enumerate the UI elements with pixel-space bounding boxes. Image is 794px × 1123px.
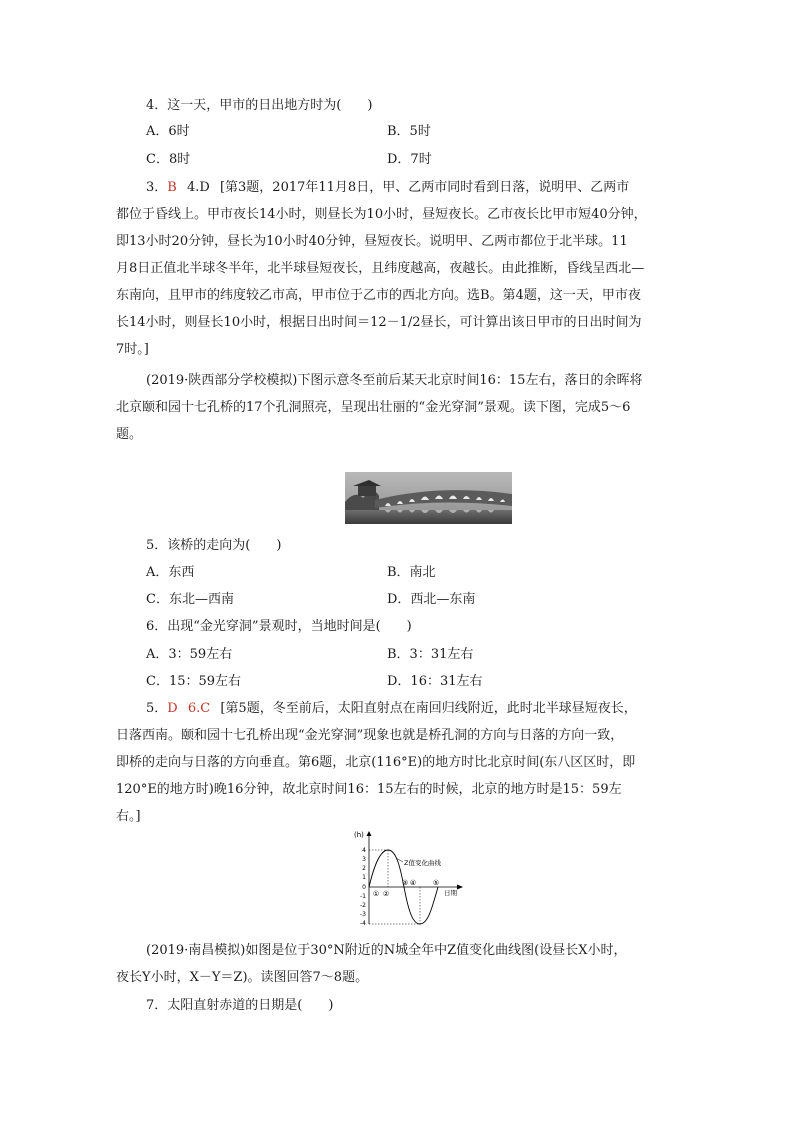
y-tick-labels [360,847,366,927]
q5-option-b: B．南北 [387,565,436,580]
q5-option-a: A．东西 [146,565,195,580]
q6-option-c: C．15：59左右 [146,674,242,689]
q4-option-d: D．7时 [387,152,432,167]
point-3: ③ [401,879,409,887]
point-4: ④ [409,879,417,887]
bridge-photo [345,472,512,524]
answer-3-4-text-1: [第3题，2017年11月8日，甲、乙两市同时看到日落，说明甲、乙两市 [219,180,630,195]
answer-5-prefix: 5． [146,701,168,716]
intro-5-6-line-2: 北京颐和园十七孔桥的17个孔洞照亮，呈现出壮丽的“金光穿洞”景观。读下图，完成5～6 [116,400,631,415]
y-tick: -4 [360,920,366,927]
y-tick: 4 [362,847,366,854]
answer-3-prefix: 3． [146,180,168,195]
x-axis-arrow [457,885,463,890]
graph-unit-label: (h) [354,831,364,839]
intro-7-8-line-1: (2019·南昌模拟)如图是位于30°N附近的N城全年中Z值变化曲线图(设昼长X小时， [146,943,627,958]
q4-option-a: A．6时 [146,124,190,139]
point-1: ① [372,890,380,898]
x-axis-label: 日期 [444,889,457,897]
q5-stem: 5．该桥的走向为( ) [146,538,282,553]
answer-5-6-text-1: [第5题，冬至前后，太阳直射点在南回归线附近，此时北半球昼短夜长， [220,701,637,716]
answer-5-6-line-2: 日落西南。颐和园十七孔桥出现“金光穿洞”现象也就是桥孔洞的方向与日落的方向一致， [116,728,624,743]
answer-4-letter: 4.D [186,180,210,195]
y-tick: 1 [362,874,366,881]
q6-option-d: D．16：31左右 [387,674,483,689]
answer-5-6-line-5: 右。] [116,809,141,824]
answer-3-4-line-5: 东南向，且甲市的纬度较乙市高，甲市位于乙市的西北方向。选B。第4题，这一天，甲市夜 [116,288,641,303]
y-tick: -3 [360,911,366,918]
answer-3-4-line-1 [146,179,629,197]
answer-3-4-line-4: 月8日正值北半球冬半年，北半球昼短夜长，且纬度越高，夜越长。由此推断，昏线呈西北— [116,261,645,276]
answer-3-4-line-3: 即13小时20分钟，昼长为10小时40分钟，昼短夜长。说明甲、乙两市都位于北半球。11 [116,234,628,249]
y-tick: 0 [362,884,366,891]
curve-label: Z值变化曲线 [404,859,441,867]
point-5: ⑤ [432,879,440,887]
q5-option-d: D．西北—东南 [387,592,476,607]
q6-option-a: A．3：59左右 [146,647,233,662]
intro-7-8-line-2: 夜长Y小时，X－Y＝Z)。读图回答7～8题。 [116,970,369,985]
answer-5-6-line-3: 即桥的走向与日落的方向垂直。第6题，北京(116°E)的地方时比北京时间(东八区区时，即 [116,755,636,770]
point-2: ② [382,890,390,898]
y-tick: -1 [360,893,366,900]
intro-5-6-line-1: (2019·陕西部分学校模拟)下图示意冬至前后某天北京时间16：15左右，落日的余晖将 [146,373,643,388]
answer-3-4-line-6: 长14小时，则昼长10小时，根据日出时间＝12－1/2昼长，可计算出该日甲市的日出时间为 [116,315,642,330]
answer-5-6-line-1 [146,700,637,718]
answer-6-letter: 6.C [187,701,211,716]
q4-option-c: C．8时 [146,152,191,167]
q4-stem: 4．这一天，甲市的日出地方时为( ) [146,98,373,113]
answer-3-4-line-7: 7时。] [116,342,149,357]
q5-option-c: C．东北—西南 [146,592,234,607]
q6-stem: 6．出现“金光穿洞”景观时，当地时间是( ) [146,619,412,634]
y-tick: 2 [362,865,366,872]
y-tick: 3 [362,856,366,863]
y-tick: -2 [360,902,366,909]
y-axis-arrow [367,831,372,836]
answer-3-4-line-2: 都位于昏线上。甲市夜长14小时，则昼长为10小时，昼短夜长。乙市夜长比甲市短40分钟， [116,207,647,222]
answer-3-letter: B [167,180,177,195]
intro-5-6-line-3: 题。 [116,427,143,442]
z-value-curve-graph [352,828,470,928]
answer-5-6-line-4: 120°E的地方时)晚16分钟，故北京时间16：15左右的时候，北京的地方时是15：59左 [116,782,622,797]
q6-option-b: B．3：31左右 [387,647,474,662]
q7-stem: 7．太阳直射赤道的日期是( ) [146,998,334,1013]
q4-option-b: B．5时 [387,124,431,139]
answer-5-letter: D [167,701,178,716]
